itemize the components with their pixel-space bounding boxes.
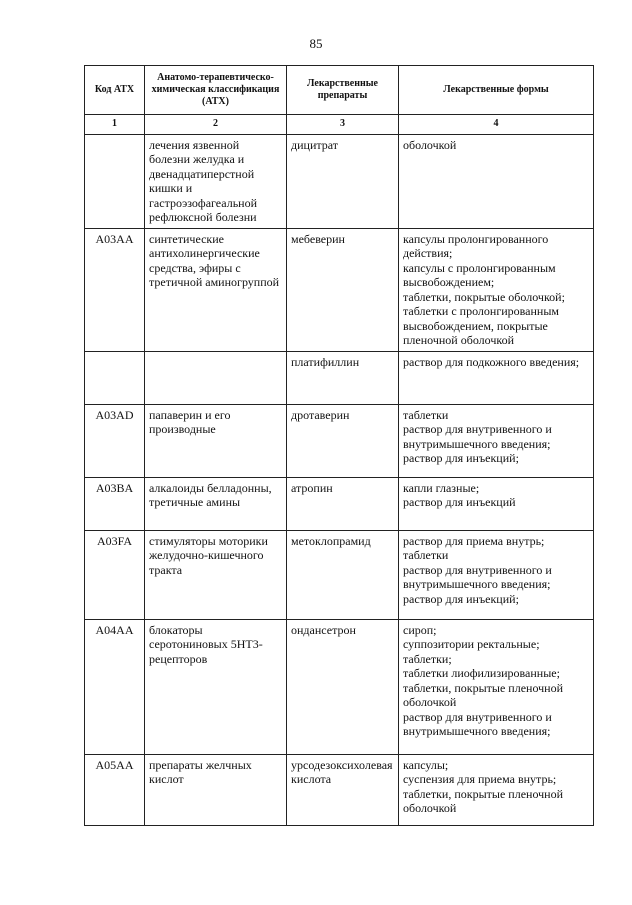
atx-code: A03FA (85, 530, 145, 619)
dosage-form: суспензия для приема внутрь; (403, 772, 557, 786)
classification-cell: синтетические антихолинергические средства, эфиры с третичной аминогруппой (145, 228, 287, 351)
header-classification: Анатомо-терапевтическо-химическая классификация (АТХ) (145, 66, 287, 115)
forms-cell (399, 351, 594, 404)
table-row (85, 619, 594, 754)
column-number-row (85, 115, 594, 135)
dosage-form: сироп; (403, 622, 437, 637)
column-number: 1 (85, 115, 145, 135)
column-number: 3 (287, 115, 399, 135)
classification-cell: папаверин и его производные (145, 404, 287, 477)
atx-code: A03BA (85, 477, 145, 530)
dosage-form: раствор для внутривенного и внутримышечного введения; (403, 562, 552, 591)
dosage-form: раствор для инъекций (403, 495, 516, 509)
forms-cell (399, 228, 594, 351)
drug-cell: дротаверин (287, 404, 399, 477)
atx-code: A05AA (85, 754, 145, 825)
column-number: 2 (145, 115, 287, 135)
drug-cell: ондансетрон (287, 619, 399, 754)
table-row (85, 477, 594, 530)
atx-code: A04AA (85, 619, 145, 754)
dosage-form: таблетки; (403, 651, 452, 666)
dosage-form: таблетки (403, 548, 449, 562)
page-number: 85 (309, 36, 323, 51)
dosage-form: таблетки, покрытые пленочной оболочкой (403, 786, 564, 815)
dosage-form: раствор для приема внутрь; (403, 533, 545, 548)
classification-cell (145, 351, 287, 404)
atx-code (85, 134, 145, 228)
atx-drug-table (84, 65, 594, 826)
drug-cell: урсодезоксихолевая кислота (287, 754, 399, 825)
forms-cell (399, 134, 594, 228)
atx-code: A03AD (85, 404, 145, 477)
dosage-form: таблетки (403, 407, 449, 422)
table-row (85, 530, 594, 619)
dosage-form: капсулы; (403, 757, 449, 772)
table-row (85, 404, 594, 477)
dosage-form: раствор для инъекций; (403, 451, 519, 465)
dosage-form: раствор для внутривенного и внутримышечного введения; (403, 709, 552, 738)
forms-cell (399, 619, 594, 754)
classification-cell: блокаторы серотониновых 5HT3-рецепторов (145, 619, 287, 754)
classification-cell: препараты желчных кислот (145, 754, 287, 825)
header-code: Код АТХ (85, 66, 145, 115)
table-header-row (85, 66, 594, 115)
atx-code (85, 351, 145, 404)
table-row (85, 134, 594, 228)
forms-cell (399, 404, 594, 477)
table-row (85, 228, 594, 351)
dosage-form: таблетки лиофилизированные; (403, 666, 560, 680)
header-drugs: Лекарственные препараты (287, 66, 399, 115)
dosage-form: раствор для внутривенного и внутримышечного введения; (403, 422, 552, 451)
dosage-form: раствор для подкожного введения; (403, 354, 580, 369)
classification-cell: алкалоиды белладонны, третичные амины (145, 477, 287, 530)
header-forms: Лекарственные формы (399, 66, 594, 115)
forms-cell (399, 477, 594, 530)
drug-cell: платифиллин (287, 351, 399, 404)
dosage-form: капсулы пролонгированного действия; (403, 231, 549, 260)
forms-cell (399, 754, 594, 825)
atx-code: A03AA (85, 228, 145, 351)
dosage-form: оболочкой (403, 137, 457, 152)
drug-cell: метоклопрамид (287, 530, 399, 619)
dosage-form: капсулы с пролонгированным высвобождением; (403, 260, 556, 289)
classification-cell: лечения язвенной болезни желудка и двенадцатиперстной кишки и гастроэзофагеальной рефлюксной болезни (145, 134, 287, 228)
dosage-form: таблетки, покрытые оболочкой; (403, 289, 565, 304)
dosage-form: таблетки с пролонгированным высвобождением, покрытые пленочной оболочкой (403, 304, 560, 347)
drug-cell: дицитрат (287, 134, 399, 228)
table-row (85, 351, 594, 404)
classification-cell: стимуляторы моторики желудочно-кишечного тракта (145, 530, 287, 619)
drug-cell: атропин (287, 477, 399, 530)
forms-cell (399, 530, 594, 619)
dosage-form: раствор для инъекций; (403, 591, 519, 606)
table-row (85, 754, 594, 825)
dosage-form: таблетки, покрытые пленочной оболочкой (403, 680, 564, 709)
drug-cell: мебеверин (287, 228, 399, 351)
dosage-form: суппозитории ректальные; (403, 637, 540, 651)
column-number: 4 (399, 115, 594, 135)
dosage-form: капли глазные; (403, 480, 480, 495)
